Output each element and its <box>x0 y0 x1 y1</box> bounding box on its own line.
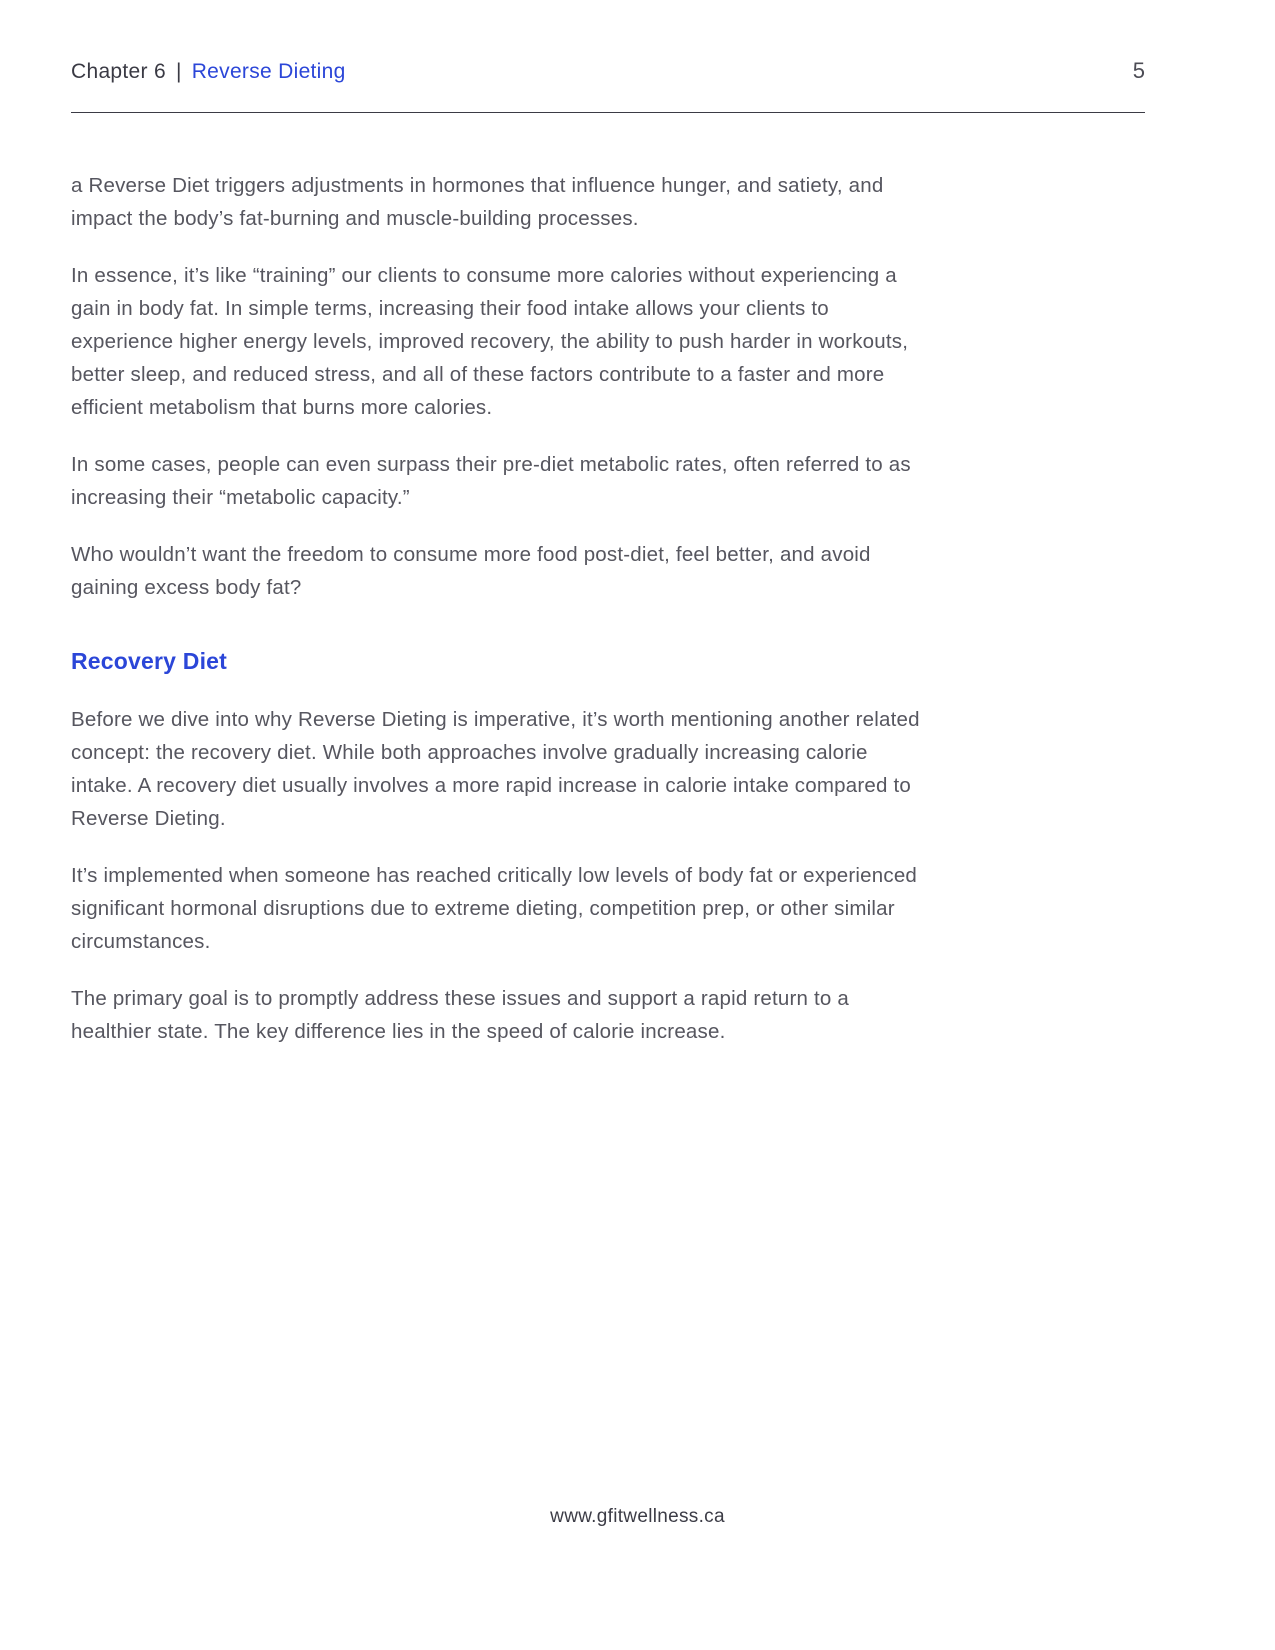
body-paragraph: In some cases, people can even surpass their pre-diet metabolic rates, often referred to as increasing their “metabolic capacity.” <box>71 453 911 509</box>
section-heading-recovery-diet: Recovery Diet <box>71 648 228 674</box>
body-paragraph: a Reverse Diet triggers adjustments in hormones that influence hunger, and satiety, and impact the body’s fat-burning and muscle-building processes. <box>71 174 884 230</box>
chapter-label: Chapter 6 <box>71 60 166 83</box>
page-header <box>71 58 1145 113</box>
breadcrumb-separator: | <box>175 60 182 83</box>
page-body <box>71 169 931 1048</box>
section-title: Reverse Dieting <box>191 60 346 83</box>
body-paragraph: The primary goal is to promptly address these issues and support a rapid return to a healthier state. The key difference lies in the speed of calorie increase. <box>71 987 849 1043</box>
body-paragraph: Before we dive into why Reverse Dieting is imperative, it’s worth mentioning another related concept: the recovery diet. While both approaches involve gradually increasing calorie intake. A recovery diet usually involves a more rapid increase in calorie intake compared to Reverse Dieting. <box>71 708 920 830</box>
body-paragraph: It’s implemented when someone has reached critically low levels of body fat or experienced significant hormonal disruptions due to extreme dieting, competition prep, or other similar circumstances. <box>71 864 918 953</box>
page-number: 5 <box>1132 58 1145 83</box>
body-paragraph: In essence, it’s like “training” our clients to consume more calories without experiencing a gain in body fat. In simple terms, increasing their food intake allows your clients to experience higher energy levels, improved recovery, the ability to push harder in workouts, better sleep, and reduced stress, and all of these factors contribute to a faster and more efficient metabolism that burns more calories. <box>71 264 909 419</box>
footer-website-url: www.gfitwellness.ca <box>550 1506 725 1527</box>
chapter-breadcrumb <box>71 60 346 84</box>
body-paragraph: Who wouldn’t want the freedom to consume more food post-diet, feel better, and avoid gaining excess body fat? <box>71 543 871 599</box>
page-footer <box>0 1506 1275 1528</box>
